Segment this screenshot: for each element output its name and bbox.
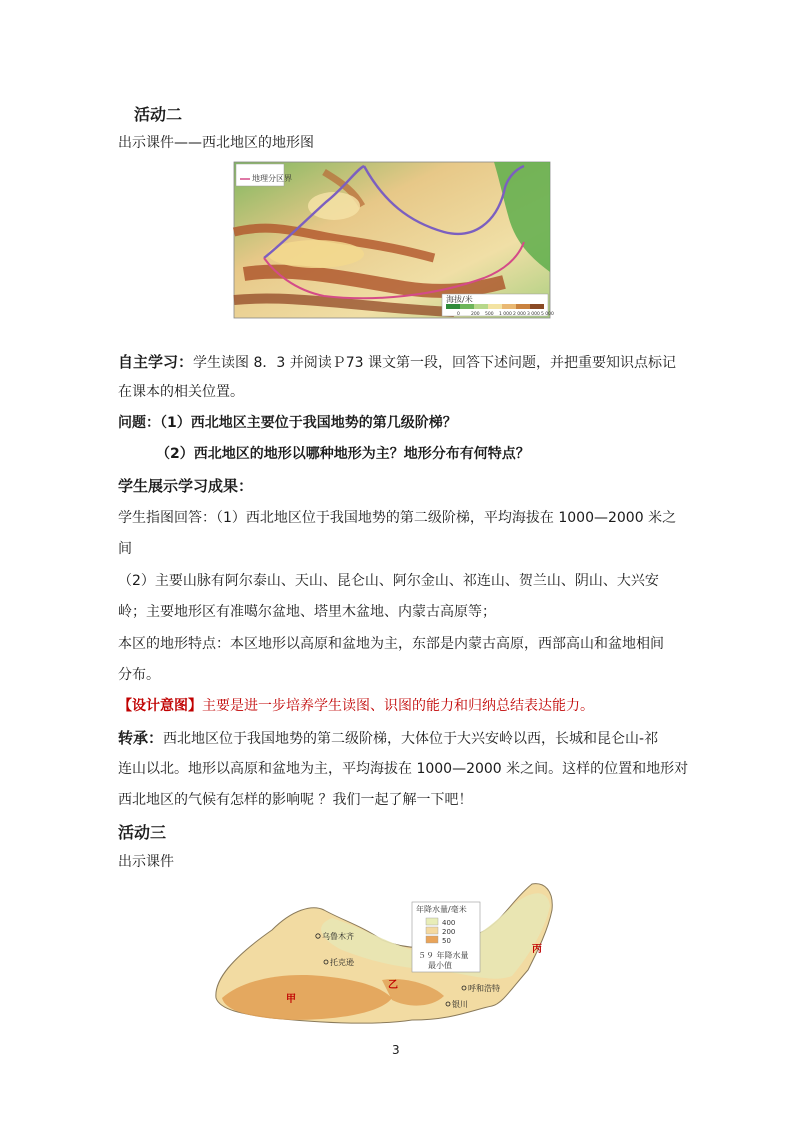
- elevation-legend-swatch: [502, 304, 516, 309]
- elevation-legend-tick: 3 000: [527, 312, 540, 317]
- answer-1-line1: 学生指图回答：（1）西北地区位于我国地势的第二级阶梯，平均海拔在 1000—2000 米之: [118, 510, 677, 526]
- transition-label: 转承：: [118, 729, 164, 747]
- elevation-legend-tick: 1 000: [499, 312, 512, 317]
- city-yinchuan: 银川: [452, 1000, 468, 1009]
- activity2-title: 活动二: [134, 105, 183, 124]
- precip-legend-note1: ５９ 年降水量: [418, 951, 469, 960]
- activity2-caption: 出示课件——西北地区的地形图: [118, 135, 314, 151]
- design-intent: [118, 696, 594, 716]
- precip-legend-note2: 最小值: [428, 961, 452, 970]
- elevation-legend-swatch: [474, 304, 488, 309]
- transition-line3: 西北地区的气候有怎样的影响呢 ？我们一起了解一下吧！: [118, 792, 473, 808]
- questions-label: 问题：: [118, 415, 160, 431]
- elevation-legend-swatch: [530, 304, 544, 309]
- precip-legend-swatch: [426, 918, 438, 925]
- question-1-line: [118, 413, 457, 433]
- city-toksun: 托克逊: [330, 958, 354, 967]
- activity3-caption: 出示课件: [118, 854, 174, 870]
- transition-line2: 连山以北。地形以高原和盆地为主，平均海拔在 1000—2000 米之间。这样的位置和地形对: [118, 761, 689, 777]
- design-intent-label: 【设计意图】: [118, 698, 202, 714]
- northwest-precipitation-map: [212, 880, 564, 1030]
- mark-yi: 乙: [388, 980, 398, 991]
- elevation-legend-tick: 0: [457, 312, 460, 317]
- precip-legend-value: 400: [442, 919, 456, 927]
- precip-legend-value: 50: [442, 937, 451, 945]
- elevation-legend-tick: 5 000: [541, 312, 554, 317]
- question-1: （1）西北地区主要位于我国地势的第几级阶梯？: [160, 415, 457, 431]
- design-intent-text: 主要是进一步培养学生读图、识图的能力和归纳总结表达能力。: [202, 698, 594, 714]
- elevation-legend-swatch: [516, 304, 530, 309]
- precip-legend-title: 年降水量/毫米: [416, 905, 467, 914]
- elevation-legend-swatch: [460, 304, 474, 309]
- mark-bing: 丙: [532, 944, 542, 955]
- elevation-legend-swatch: [488, 304, 502, 309]
- question-2: （2）西北地区的地形以哪种地形为主？地形分布有何特点？: [156, 446, 530, 462]
- elevation-legend-tick: 500: [485, 312, 494, 317]
- self-study-text1: 学生读图 8．3 并阅读Ｐ73 课文第一段，回答下述问题，并把重要知识点标记: [193, 355, 676, 371]
- city-hohhot: 呼和浩特: [468, 984, 500, 993]
- precip-legend-swatch: [426, 936, 438, 943]
- self-study-label: 自主学习：: [118, 353, 194, 371]
- answer-3-line2: 分布。: [118, 667, 160, 683]
- precip-legend-value: 200: [442, 928, 456, 936]
- northwest-terrain-map: [234, 162, 554, 318]
- answer-3-line1: 本区的地形特点：本区地形以高原和盆地为主，东部是内蒙古高原，西部高山和盆地相间: [118, 636, 664, 652]
- mark-jia: 甲: [286, 994, 296, 1005]
- elevation-legend-title: 海拔/米: [446, 295, 473, 304]
- boundary-legend-label: 地理分区界: [252, 174, 292, 183]
- show-results-label: 学生展示学习成果：: [118, 477, 254, 495]
- answer-1-line2: 间: [118, 541, 132, 557]
- transition-text1: 西北地区位于我国地势的第二级阶梯，大体位于大兴安岭以西，长城和昆仑山-祁: [163, 731, 659, 747]
- answer-2-line1: （2）主要山脉有阿尔泰山、天山、昆仑山、阿尔金山、祁连山、贺兰山、阴山、大兴安: [118, 573, 659, 589]
- city-urumqi: 乌鲁木齐: [322, 932, 354, 941]
- activity3-title: 活动三: [118, 823, 167, 842]
- self-study-text2: 在课本的相关位置。: [118, 384, 244, 400]
- elevation-legend-tick: 200: [471, 312, 480, 317]
- page-number: 3: [392, 1043, 400, 1057]
- elevation-legend-swatch: [446, 304, 460, 309]
- elevation-legend-tick: 2 000: [513, 312, 526, 317]
- self-study-line1: [118, 352, 678, 373]
- transition-line1: [118, 728, 690, 749]
- answer-2-line2: 岭；主要地形区有准噶尔盆地、塔里木盆地、内蒙古高原等；: [118, 604, 496, 620]
- precip-legend-swatch: [426, 927, 438, 934]
